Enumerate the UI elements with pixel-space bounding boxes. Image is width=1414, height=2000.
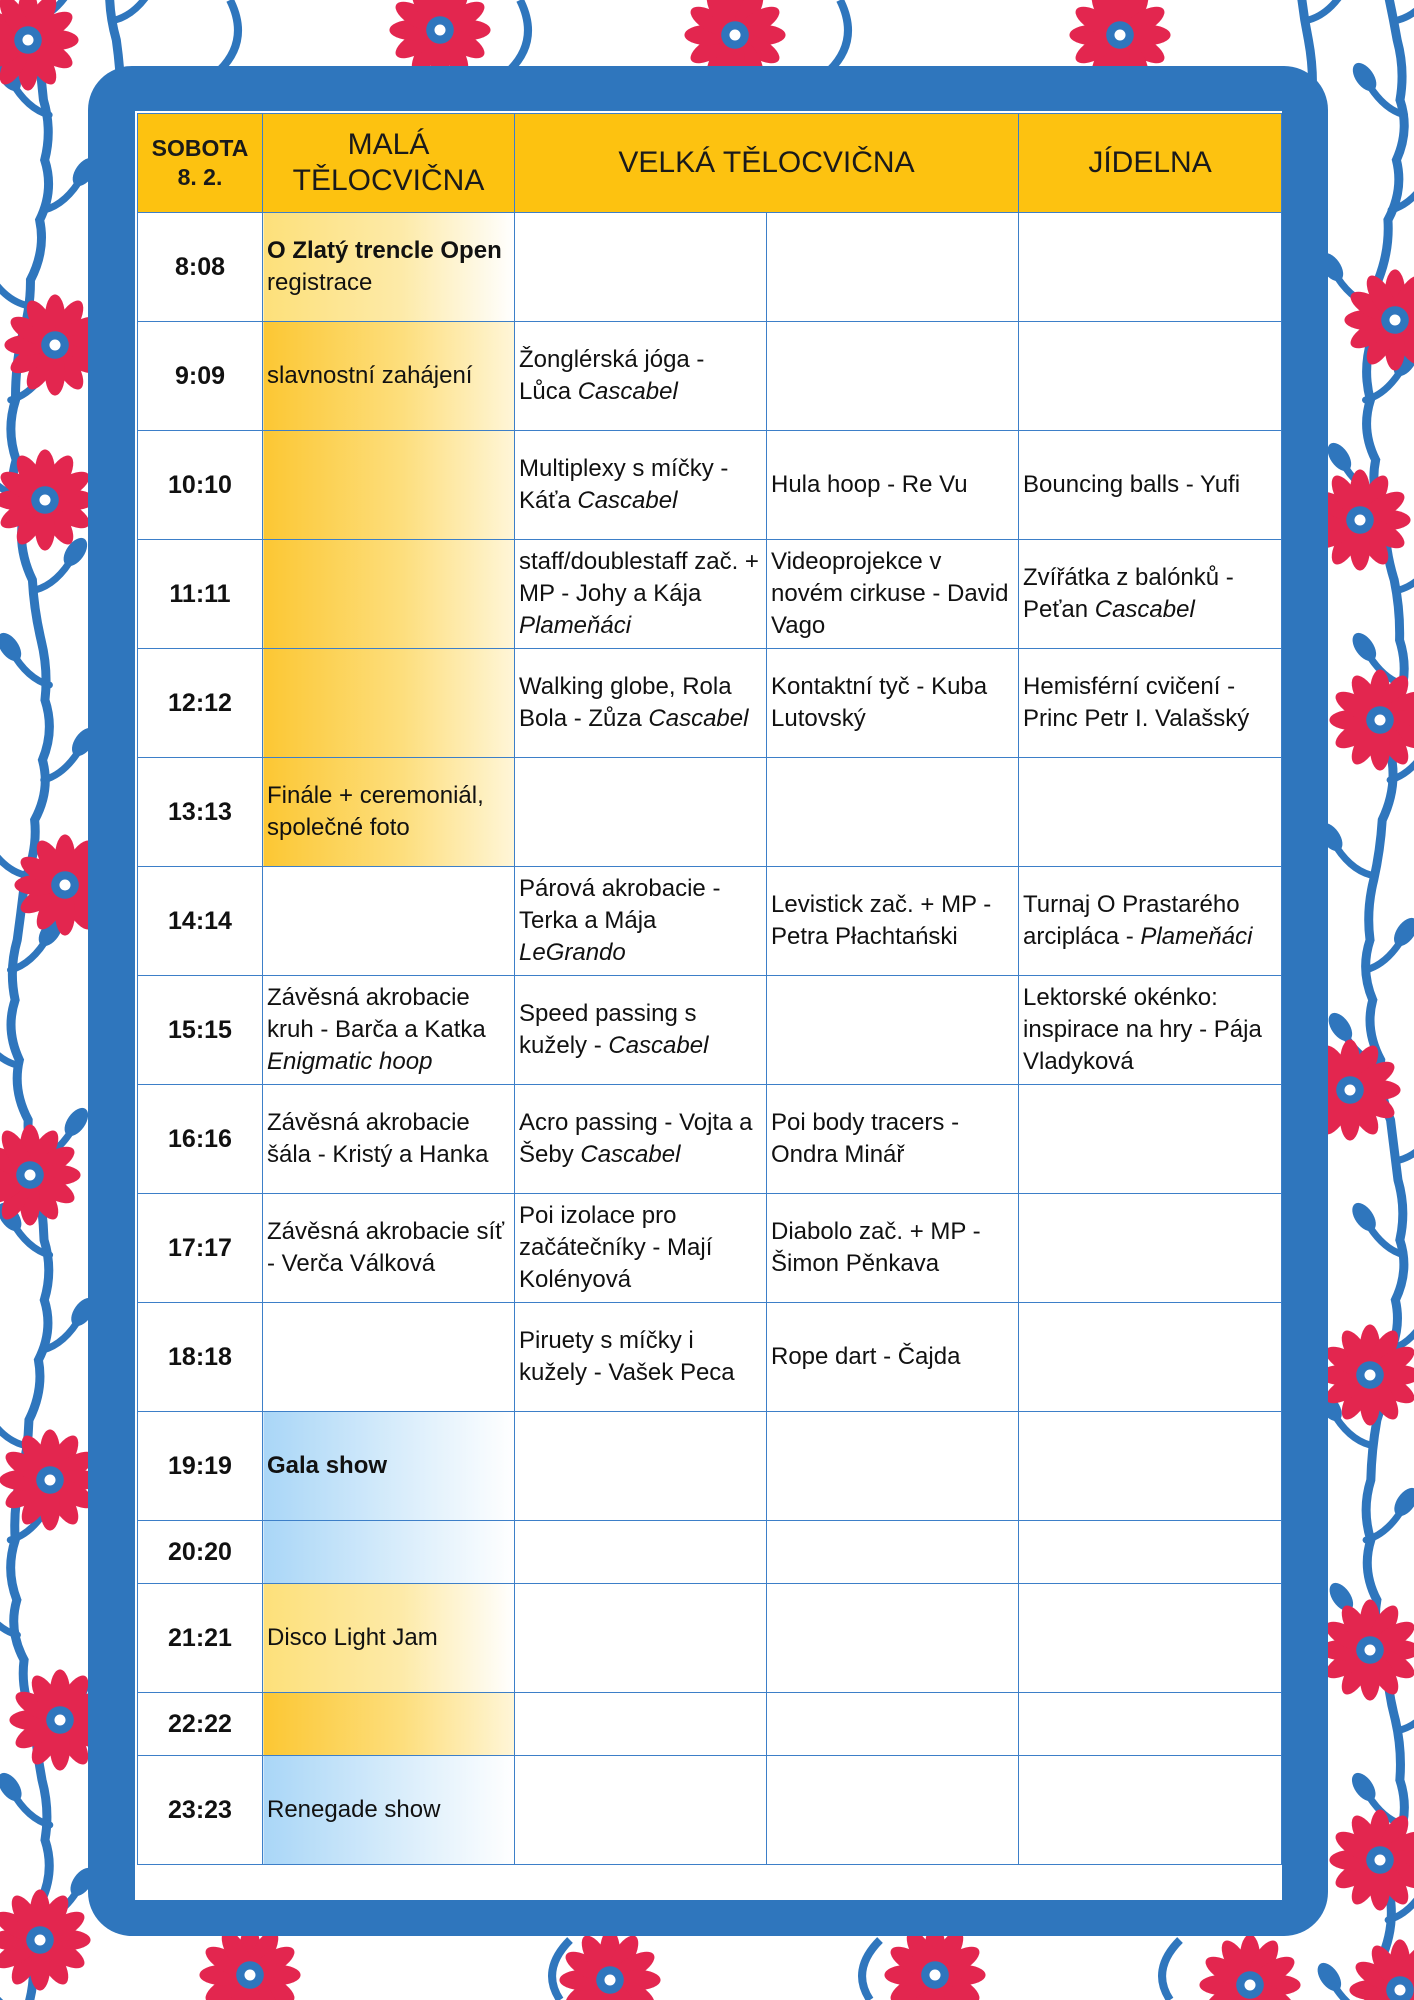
col-header-mala-telocvicna: MALÁ TĚLOCVIČNA bbox=[263, 114, 515, 213]
event-cell-jid bbox=[1019, 1303, 1282, 1412]
event-cell-v1 bbox=[515, 1194, 767, 1303]
event-text: Párová akrobacie - Terka a Mája bbox=[519, 875, 721, 934]
day-header bbox=[138, 114, 263, 213]
schedule-row bbox=[138, 1521, 1282, 1584]
event-cell-jid bbox=[1019, 1756, 1282, 1865]
event-text: Rope dart - Čajda bbox=[771, 1343, 961, 1370]
event-title: Gala show bbox=[267, 1452, 388, 1479]
event-cell-v1 bbox=[515, 758, 767, 867]
event-text: Multiplexy s míčky - Káťa bbox=[519, 455, 729, 514]
event-cell-v2 bbox=[767, 1412, 1019, 1521]
event-cell-v2 bbox=[767, 1194, 1019, 1303]
time-cell: 16:16 bbox=[138, 1085, 263, 1194]
schedule-row bbox=[138, 1085, 1282, 1194]
event-text: Acro passing - Vojta a Šeby bbox=[519, 1109, 753, 1168]
time-cell: 20:20 bbox=[138, 1521, 263, 1584]
event-cell-mala bbox=[263, 1584, 515, 1693]
event-text: registrace bbox=[267, 269, 373, 296]
event-text: Piruety s míčky i kužely - Vašek Peca bbox=[519, 1327, 735, 1386]
event-cell-mala bbox=[263, 1085, 515, 1194]
event-group: Cascabel bbox=[648, 705, 749, 732]
event-title: O Zlatý trencle Open bbox=[267, 237, 502, 264]
event-group: Plameňáci bbox=[1140, 923, 1253, 950]
event-cell-jid bbox=[1019, 1194, 1282, 1303]
col-header-jidelna: JÍDELNA bbox=[1019, 114, 1282, 213]
event-group: Cascabel bbox=[608, 1032, 709, 1059]
schedule-row bbox=[138, 867, 1282, 976]
event-group: Cascabel bbox=[577, 378, 678, 405]
event-cell-mala bbox=[263, 431, 515, 540]
event-cell-v1 bbox=[515, 1584, 767, 1693]
event-cell-jid bbox=[1019, 1521, 1282, 1584]
event-text: Hula hoop - Re Vu bbox=[771, 471, 968, 498]
schedule-row bbox=[138, 213, 1282, 322]
event-cell-mala bbox=[263, 1521, 515, 1584]
event-cell-mala bbox=[263, 1756, 515, 1865]
event-cell-v1 bbox=[515, 1756, 767, 1865]
event-cell-v2 bbox=[767, 758, 1019, 867]
event-cell-v1 bbox=[515, 1521, 767, 1584]
event-cell-jid bbox=[1019, 976, 1282, 1085]
event-group: Cascabel bbox=[577, 487, 678, 514]
event-text: Videoprojekce v novém cirkuse - David Vago bbox=[771, 548, 1009, 639]
schedule-table bbox=[137, 113, 1282, 1865]
event-cell-mala bbox=[263, 322, 515, 431]
event-cell-v2 bbox=[767, 1584, 1019, 1693]
event-cell-v2 bbox=[767, 322, 1019, 431]
event-cell-mala bbox=[263, 976, 515, 1085]
time-cell: 19:19 bbox=[138, 1412, 263, 1521]
header-row bbox=[138, 114, 1282, 213]
event-text: Finále + ceremoniál, společné foto bbox=[267, 782, 484, 841]
event-cell-jid bbox=[1019, 1584, 1282, 1693]
event-cell-mala bbox=[263, 1412, 515, 1521]
schedule-row bbox=[138, 1194, 1282, 1303]
event-cell-v2 bbox=[767, 649, 1019, 758]
event-cell-jid bbox=[1019, 540, 1282, 649]
event-cell-v1 bbox=[515, 540, 767, 649]
schedule-row bbox=[138, 1412, 1282, 1521]
day-name: SOBOTA bbox=[151, 135, 249, 161]
event-text: Diabolo zač. + MP - Šimon Pěnkava bbox=[771, 1218, 981, 1277]
col-header-velka-telocvicna: VELKÁ TĚLOCVIČNA bbox=[515, 114, 1019, 213]
event-text: Hemisférní cvičení - Princ Petr I. Valašský bbox=[1023, 673, 1250, 732]
schedule-row bbox=[138, 540, 1282, 649]
event-text: Žonglérská jóga - Lůca bbox=[519, 346, 705, 405]
event-cell-v1 bbox=[515, 649, 767, 758]
event-cell-v2 bbox=[767, 976, 1019, 1085]
event-text: Kontaktní tyč - Kuba Lutovský bbox=[771, 673, 988, 732]
event-text: Závěsná akrobacie kruh - Barča a Katka bbox=[267, 984, 486, 1043]
schedule-body bbox=[138, 213, 1282, 1865]
event-text: slavnostní zahájení bbox=[267, 362, 473, 389]
event-cell-v2 bbox=[767, 867, 1019, 976]
schedule-row bbox=[138, 1693, 1282, 1756]
event-cell-v1 bbox=[515, 1412, 767, 1521]
event-cell-v2 bbox=[767, 431, 1019, 540]
event-group: Enigmatic hoop bbox=[267, 1048, 433, 1075]
event-text: Zvířátka z balónků - Peťan bbox=[1023, 564, 1234, 623]
schedule-row bbox=[138, 1756, 1282, 1865]
event-cell-v1 bbox=[515, 976, 767, 1085]
time-cell: 10:10 bbox=[138, 431, 263, 540]
event-cell-jid bbox=[1019, 213, 1282, 322]
event-cell-v1 bbox=[515, 213, 767, 322]
event-cell-v1 bbox=[515, 867, 767, 976]
event-group: Plameňáci bbox=[519, 612, 632, 639]
event-cell-v2 bbox=[767, 1693, 1019, 1756]
event-group: LeGrando bbox=[519, 939, 626, 966]
event-text: Renegade show bbox=[267, 1796, 441, 1823]
event-cell-v2 bbox=[767, 213, 1019, 322]
time-cell: 22:22 bbox=[138, 1693, 263, 1756]
time-cell: 21:21 bbox=[138, 1584, 263, 1693]
event-text: Závěsná akrobacie síť - Verča Válková bbox=[267, 1218, 505, 1277]
event-cell-v1 bbox=[515, 431, 767, 540]
event-cell-jid bbox=[1019, 1412, 1282, 1521]
event-text: Bouncing balls - Yufi bbox=[1023, 471, 1241, 498]
event-cell-jid bbox=[1019, 867, 1282, 976]
schedule-row bbox=[138, 1303, 1282, 1412]
time-cell: 11:11 bbox=[138, 540, 263, 649]
event-cell-v2 bbox=[767, 1756, 1019, 1865]
event-cell-v1 bbox=[515, 1085, 767, 1194]
event-cell-v2 bbox=[767, 1521, 1019, 1584]
event-text: Lektorské okénko: inspirace na hry - Pája Vladyková bbox=[1023, 984, 1262, 1075]
event-cell-v1 bbox=[515, 322, 767, 431]
event-text: Poi body tracers - Ondra Minář bbox=[771, 1109, 960, 1168]
event-cell-mala bbox=[263, 1194, 515, 1303]
schedule-row bbox=[138, 322, 1282, 431]
event-cell-mala bbox=[263, 540, 515, 649]
event-cell-jid bbox=[1019, 1085, 1282, 1194]
time-cell: 12:12 bbox=[138, 649, 263, 758]
event-cell-mala bbox=[263, 649, 515, 758]
event-text: staff/doublestaff zač. + MP - Johy a Kája bbox=[519, 548, 759, 607]
time-cell: 18:18 bbox=[138, 1303, 263, 1412]
day-date: 8. 2. bbox=[177, 164, 223, 190]
time-cell: 9:09 bbox=[138, 322, 263, 431]
event-text: Speed passing s kužely - bbox=[519, 1000, 697, 1059]
time-cell: 8:08 bbox=[138, 213, 263, 322]
event-text: Levistick zač. + MP - Petra Płachtański bbox=[771, 891, 992, 950]
event-cell-mala bbox=[263, 1693, 515, 1756]
event-cell-jid bbox=[1019, 758, 1282, 867]
event-cell-mala bbox=[263, 758, 515, 867]
event-cell-mala bbox=[263, 867, 515, 976]
event-text: Disco Light Jam bbox=[267, 1624, 438, 1651]
event-text: Závěsná akrobacie šála - Kristý a Hanka bbox=[267, 1109, 489, 1168]
schedule-row bbox=[138, 976, 1282, 1085]
time-cell: 13:13 bbox=[138, 758, 263, 867]
event-group: Cascabel bbox=[1094, 596, 1195, 623]
event-cell-jid bbox=[1019, 1693, 1282, 1756]
event-text: Walking globe, Rola Bola - Zůza bbox=[519, 673, 732, 732]
event-cell-jid bbox=[1019, 649, 1282, 758]
time-cell: 15:15 bbox=[138, 976, 263, 1085]
schedule-row bbox=[138, 758, 1282, 867]
event-cell-mala bbox=[263, 1303, 515, 1412]
event-text: Poi izolace pro začátečníky - Mají Kolényová bbox=[519, 1202, 713, 1293]
event-cell-v2 bbox=[767, 540, 1019, 649]
event-cell-v1 bbox=[515, 1693, 767, 1756]
event-cell-jid bbox=[1019, 322, 1282, 431]
event-cell-v1 bbox=[515, 1303, 767, 1412]
time-cell: 14:14 bbox=[138, 867, 263, 976]
event-text: Turnaj O Prastarého arcipláca - bbox=[1023, 891, 1240, 950]
event-cell-mala bbox=[263, 213, 515, 322]
schedule-row bbox=[138, 1584, 1282, 1693]
event-group: Cascabel bbox=[580, 1141, 681, 1168]
event-cell-v2 bbox=[767, 1085, 1019, 1194]
schedule-row bbox=[138, 649, 1282, 758]
time-cell: 17:17 bbox=[138, 1194, 263, 1303]
event-cell-v2 bbox=[767, 1303, 1019, 1412]
time-cell: 23:23 bbox=[138, 1756, 263, 1865]
schedule-row bbox=[138, 431, 1282, 540]
event-cell-jid bbox=[1019, 431, 1282, 540]
